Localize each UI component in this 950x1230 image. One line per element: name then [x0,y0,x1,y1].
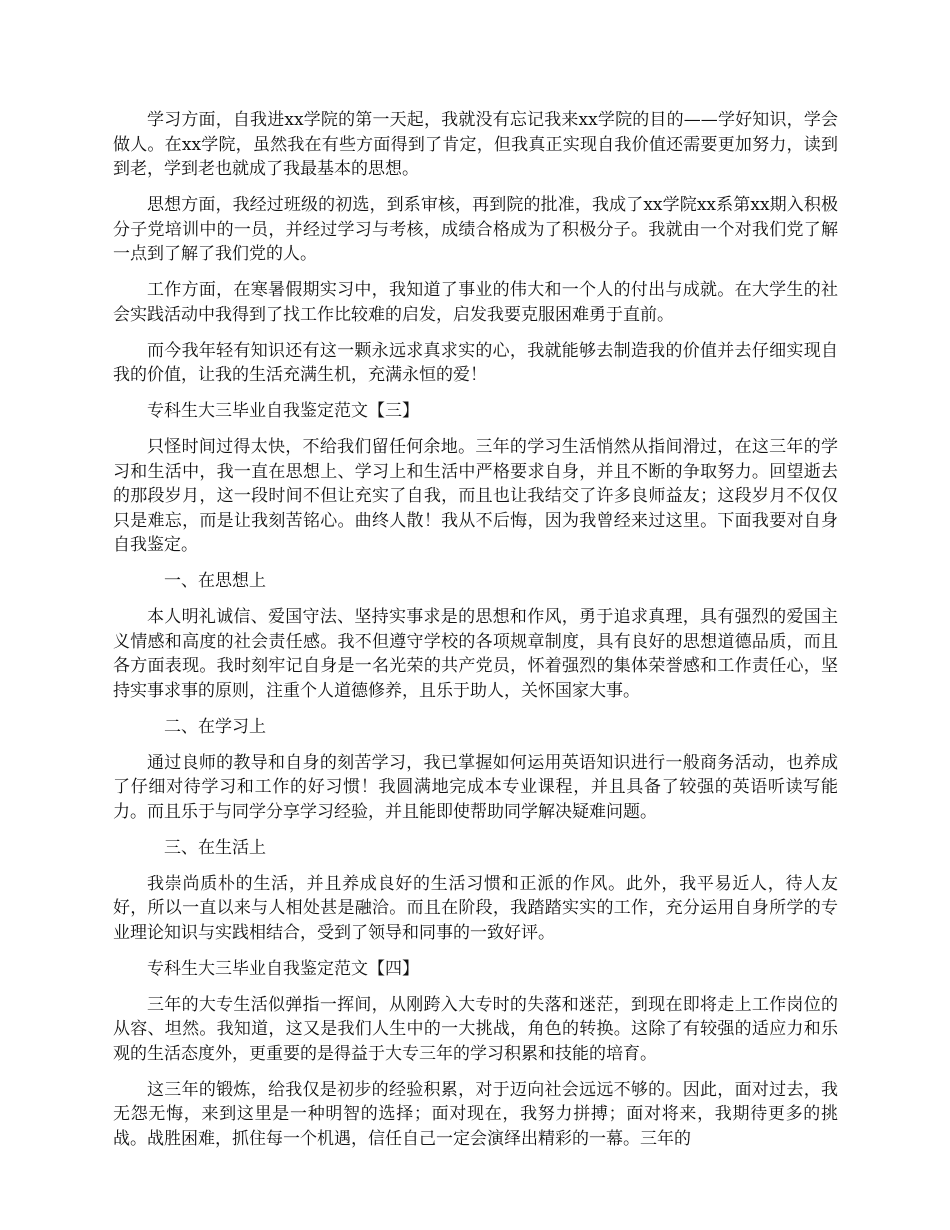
subheading-life: 三、在生活上 [164,837,266,858]
subheading-study: 二、在学习上 [164,716,266,737]
section-heading-four: 专科生大三毕业自我鉴定范文【四】 [147,958,419,979]
paragraph-intro-three: 只怪时间过得太快，不给我们留任何余地。三年的学习生活悄然从指间滑过，在这三年的学习和生活中，我一直在思想上、学习上和生活中严格要求自身，并且不断的争取努力。回望逝去的那段岁月，这一段时间不但让充实了自我，而且也让我结交了许多良师益友；这段岁月不仅仅只是难忘，而是让我刻苦铭心。曲终人散！我从不后悔，因为我曾经来过这里。下面我要对自身自我鉴定。 [113,437,838,555]
paragraph-thought: 思想方面，我经过班级的初选，到系审核，再到院的批准，我成了xx学院xx系第xx期入积极分子党培训中的一员，并经过学习与考核，成绩合格成为了积极分子。我就由一个对我们党了解一点到了解了我们党的人。 [113,195,838,264]
paragraph-intro-four: 三年的大专生活似弹指一挥间，从刚跨入大专时的失落和迷茫，到现在即将走上工作岗位的从容、坦然。我知道，这又是我们人生中的一大挑战，角色的转换。这除了有较强的适应力和乐观的生活态度外，更重要的是得益于大专三年的学习积累和技能的培育。 [113,994,838,1064]
paragraph-conclusion: 而今我年轻有知识还有这一颗永远求真求实的心，我就能够去制造我的价值并去仔细实现自我的价值，让我的生活充满生机，充满永恒的爱！ [113,340,838,385]
section-heading-three: 专科生大三毕业自我鉴定范文【三】 [147,401,419,421]
document-page [113,108,838,1163]
paragraph-thought-detail: 本人明礼诚信、爱国守法、坚持实事求是的思想和作风，勇于追求真理，具有强烈的爱国主义情感和高度的社会责任感。我不但遵守学校的各项规章制度，具有良好的思想道德品质，而且各方面表现。我时刻牢记自身是一名光荣的共产党员，怀着强烈的集体荣誉感和工作责任心，坚持实事求事的原则，注重个人道德修养，且乐于助人，关怀国家大事。 [113,607,838,701]
paragraph-study: 学习方面，自我进xx学院的第一天起，我就没有忘记我来xx学院的目的——学好知识，学会做人。在xx学院，虽然我在有些方面得到了肯定，但我真正实现自我价值还需要更加努力，读到到老，学到老也就成了我最基本的思想。 [113,110,838,179]
paragraph-work: 工作方面，在寒暑假期实习中，我知道了事业的伟大和一个人的付出与成就。在大学生的社会实践活动中我得到了找工作比较难的启发，启发我要克服困难勇于直前。 [113,280,838,325]
subheading-thought: 一、在思想上 [164,571,266,591]
paragraph-training: 这三年的锻炼，给我仅是初步的经验积累，对于迈向社会远远不够的。因此，面对过去，我无怨无悔，来到这里是一种明智的选择；面对现在，我努力拼搏；面对将来，我期待更多的挑战。战胜困难，抓住每一个机遇，信任自己一定会演绎出精彩的一幕。三年的 [113,1079,838,1149]
paragraph-life-detail: 我崇尚质朴的生活，并且养成良好的生活习惯和正派的作风。此外，我平易近人，待人友好，所以一直以来与人相处甚是融洽。而且在阶段，我踏踏实实的工作，充分运用自身所学的专业理论知识与实践相结合，受到了领导和同事的一致好评。 [113,873,838,943]
paragraph-study-detail: 通过良师的教导和自身的刻苦学习，我已掌握如何运用英语知识进行一般商务活动，也养成了仔细对待学习和工作的好习惯！我圆满地完成本专业课程，并且具备了较强的英语听读写能力。而且乐于与同学分享学习经验，并且能即使帮助同学解决疑难问题。 [113,752,838,822]
